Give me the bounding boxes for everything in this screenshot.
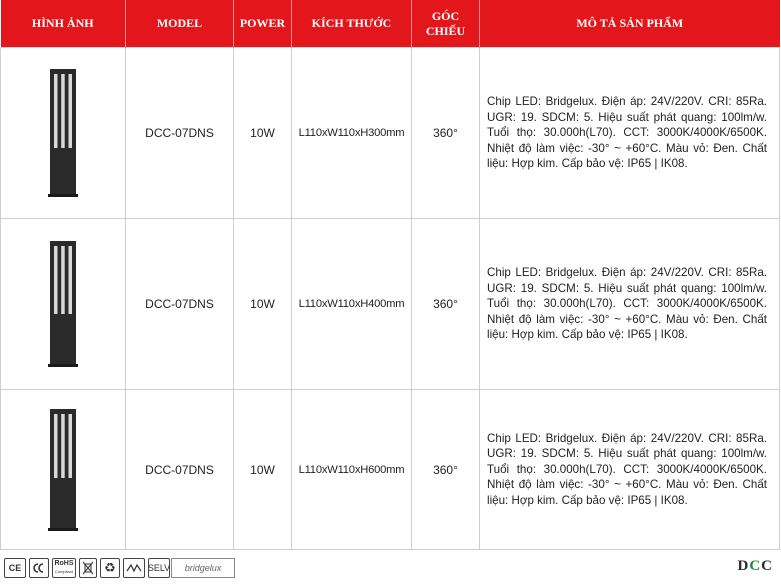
header-image: HÌNH ẢNH (1, 0, 126, 48)
company-logo-letter-2: C (749, 558, 762, 574)
company-logo-letter-1: D (737, 558, 750, 574)
size-cell: L110xW110xH300mm (292, 48, 412, 219)
selv-label: SELV (147, 563, 171, 573)
size-cell: L110xW110xH400mm (292, 219, 412, 390)
ce-mark-label: CE (8, 563, 22, 573)
product-image-cell (1, 219, 126, 390)
size-cell: L110xW110xH600mm (292, 390, 412, 550)
certification-footer (0, 554, 781, 588)
rohs-label: RoHS (54, 560, 74, 567)
energy-mark-icon (123, 558, 145, 578)
emc-glyph-icon (32, 562, 46, 574)
bridgelux-logo (171, 558, 235, 578)
emc-mark-icon (29, 558, 49, 578)
energy-wave-icon (126, 562, 142, 574)
rohs-sub-label: Compliant (54, 569, 73, 574)
weee-bin-icon (79, 558, 97, 578)
product-image-cell (1, 390, 126, 550)
header-description: MÔ TẢ SẢN PHẨM (480, 0, 780, 48)
power-cell: 10W (234, 390, 292, 550)
bollard-lamp-image (48, 69, 78, 197)
angle-cell: 360° (412, 390, 480, 550)
model-cell: DCC-07DNS (126, 390, 234, 550)
model-cell: DCC-07DNS (126, 48, 234, 219)
bollard-lamp-image (48, 241, 78, 367)
rohs-badge-icon (52, 558, 76, 578)
angle-cell: 360° (412, 48, 480, 219)
ce-mark-icon (4, 558, 26, 578)
table-row (1, 390, 780, 550)
header-power: POWER (234, 0, 292, 48)
recycle-icon: ♻ (100, 558, 120, 578)
bollard-lamp-image (48, 409, 78, 531)
company-logo-letter-3: C (761, 558, 773, 574)
header-angle: GÓC CHIẾU (412, 0, 480, 48)
table-row (1, 48, 780, 219)
selv-badge (148, 558, 170, 578)
table-header-row (1, 0, 780, 48)
model-cell: DCC-07DNS (126, 219, 234, 390)
description-cell: Chip LED: Bridgelux. Điện áp: 24V/220V. CRI: 85Ra. UGR: 19. SDCM: 5. Hiệu suất phát quang: 100lm/w. Tuổi thọ: 30.000h(L70). CCT: 3000K/4000K/6500K. Nhiệt độ làm việc: -30° ~ +60°C. Màu vỏ: Đen. Chất liệu: Hợp kim. Cấp bảo vệ: IP65 | IK08. (480, 390, 780, 550)
header-size: KÍCH THƯỚC (292, 0, 412, 48)
power-cell: 10W (234, 48, 292, 219)
description-cell: Chip LED: Bridgelux. Điện áp: 24V/220V. CRI: 85Ra. UGR: 19. SDCM: 5. Hiệu suất phát quang: 100lm/w. Tuổi thọ: 30.000h(L70). CCT: 3000K/4000K/6500K. Nhiệt độ làm việc: -30° ~ +60°C. Màu vỏ: Đen. Chất liệu: Hợp kim. Cấp bảo vệ: IP65 | IK08. (480, 219, 780, 390)
company-logo (737, 558, 773, 575)
bridgelux-logo-text: bridgelux (184, 563, 222, 573)
power-cell: 10W (234, 219, 292, 390)
header-model: MODEL (126, 0, 234, 48)
crossed-bin-icon (82, 561, 94, 575)
table-row (1, 219, 780, 390)
angle-cell: 360° (412, 219, 480, 390)
description-cell: Chip LED: Bridgelux. Điện áp: 24V/220V. CRI: 85Ra. UGR: 19. SDCM: 5. Hiệu suất phát quang: 100lm/w. Tuổi thọ: 30.000h(L70). CCT: 3000K/4000K/6500K. Nhiệt độ làm việc: -30° ~ +60°C. Màu vỏ: Đen. Chất liệu: Hợp kim. Cấp bảo vệ: IP65 | IK08. (480, 48, 780, 219)
product-image-cell (1, 48, 126, 219)
